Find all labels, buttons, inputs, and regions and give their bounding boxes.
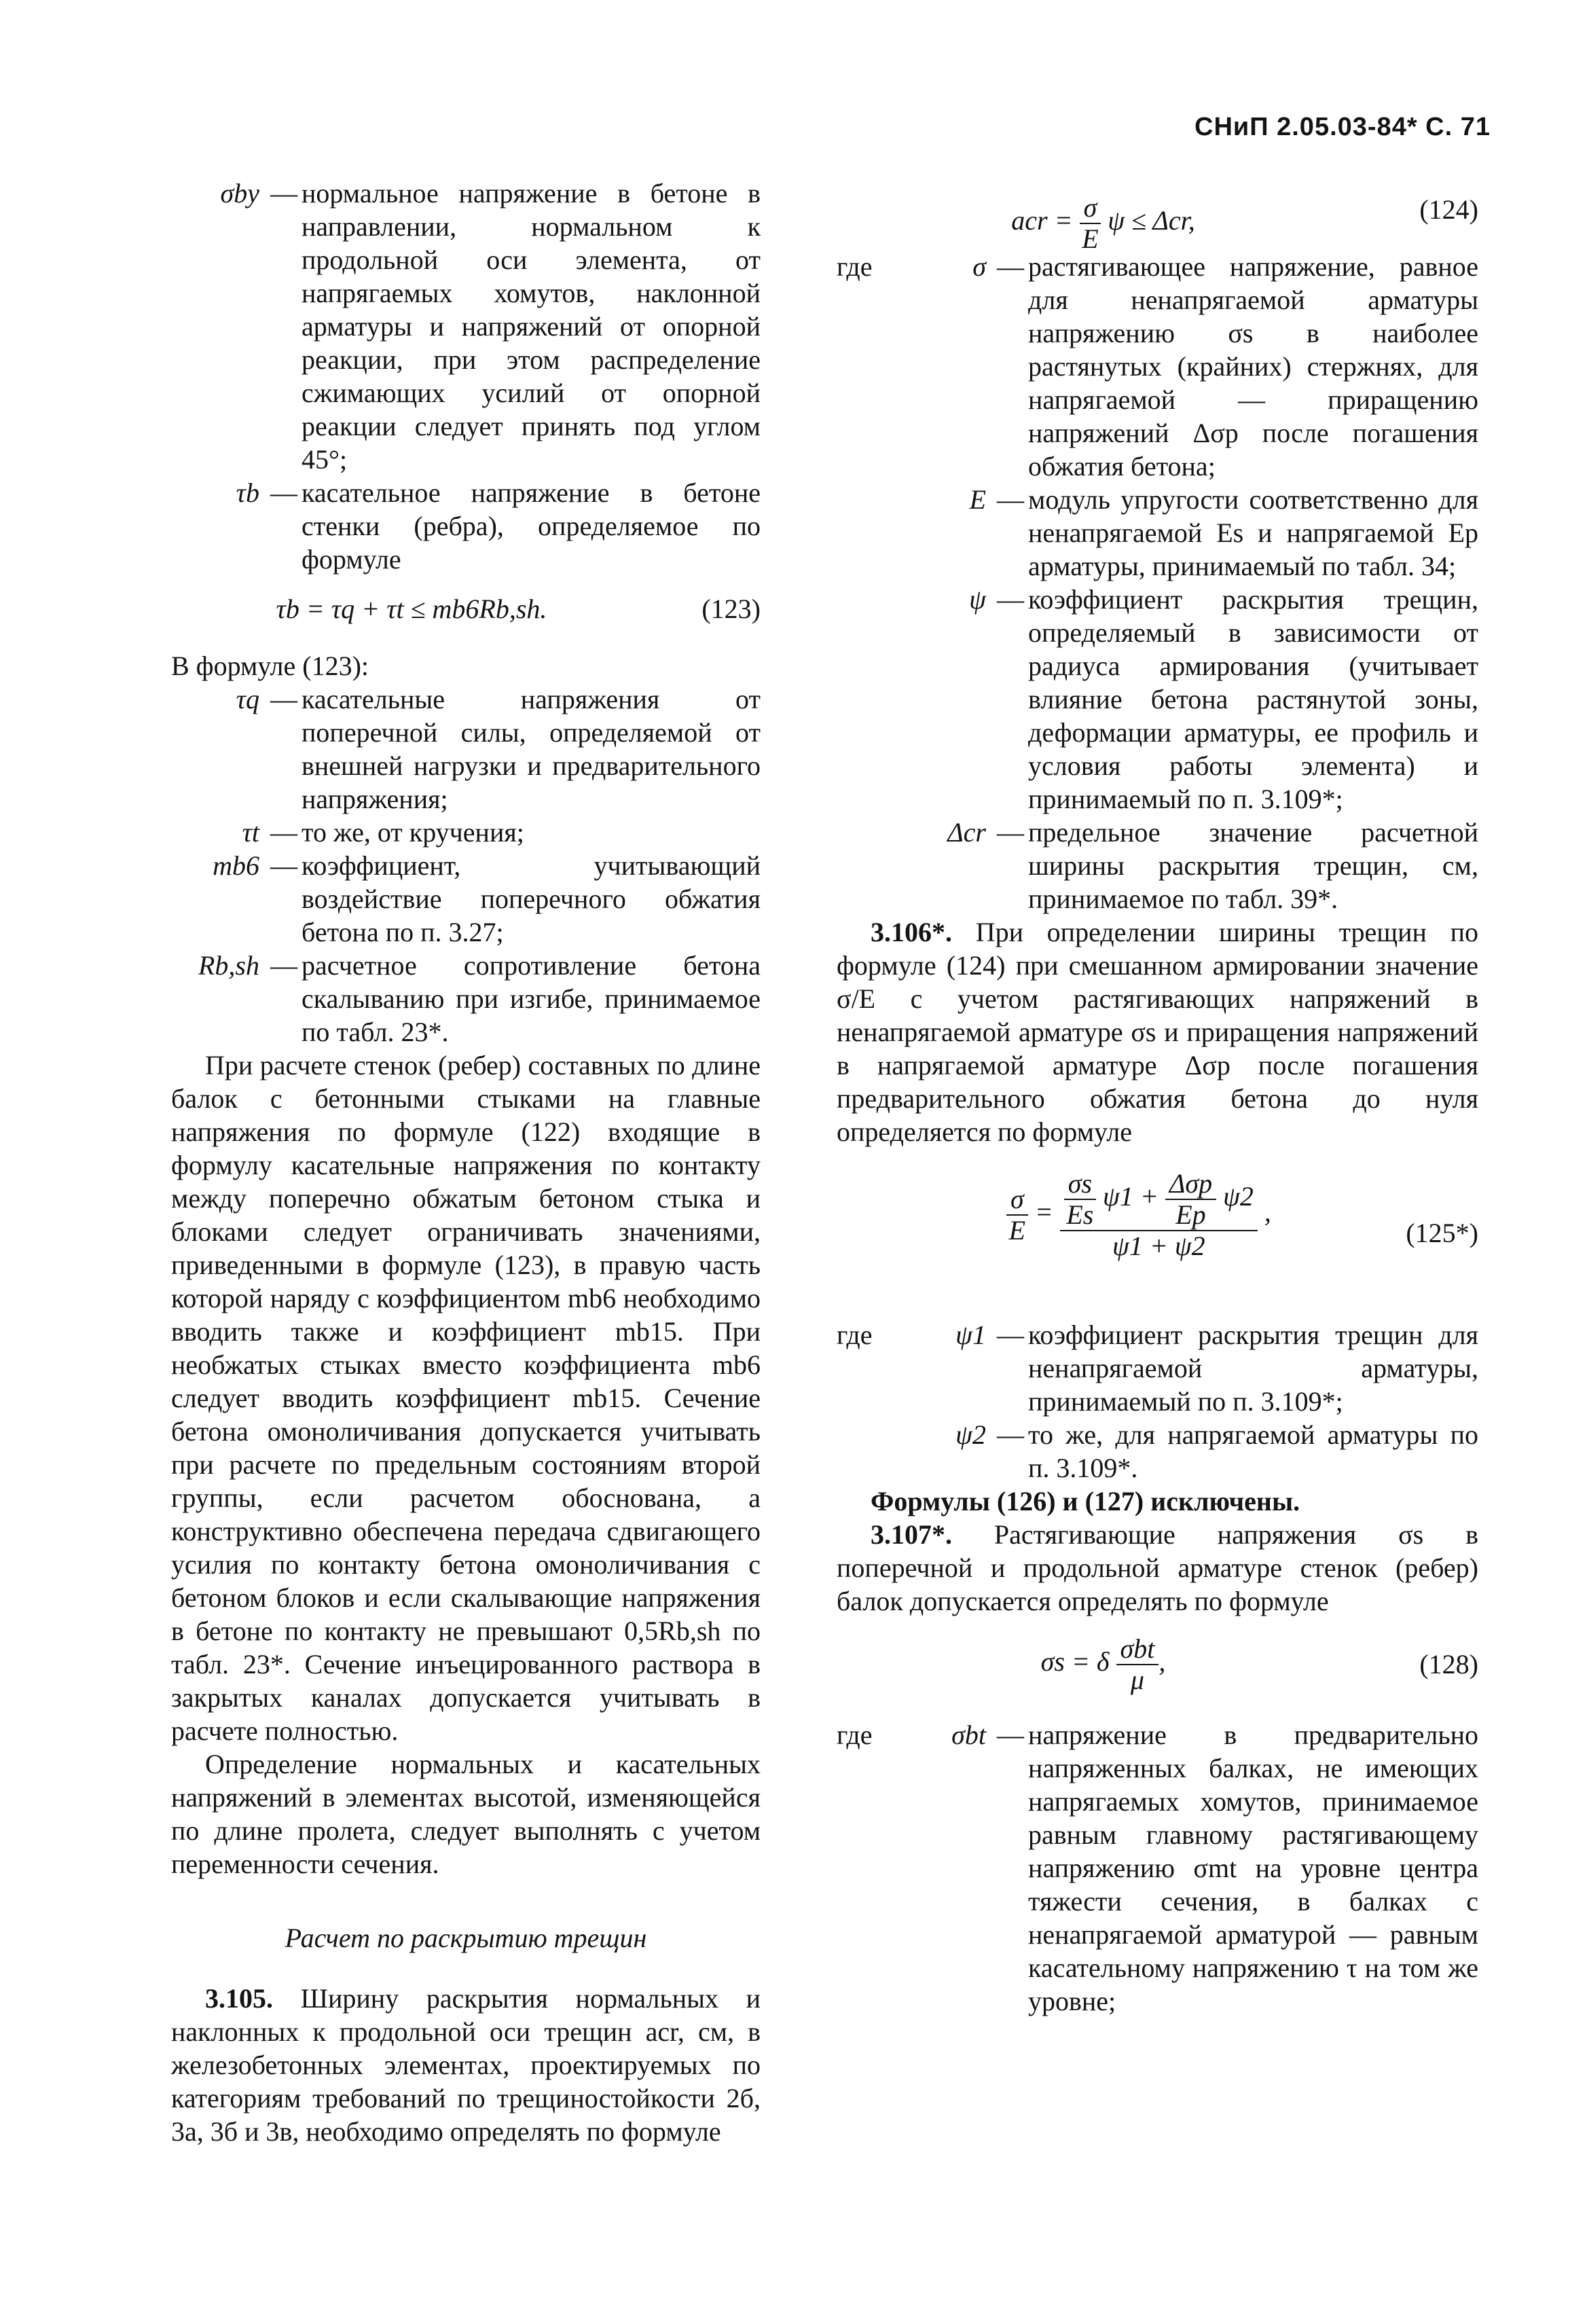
definition-text: касательные напряжения от поперечной силы, определяемой от внешней нагрузки и предварительного напряжения; — [302, 684, 761, 814]
definition-text: нормальное напряжение в бетоне в направлении, нормальном к продольной оси элемента, от напрягаемых хомутов, наклонной арматуры и напряжений от опорной реакции, при этом распределение сжимающих усилий от опорной реакции следует принять под углом 45°; — [302, 178, 761, 475]
denominator: Ep — [1175, 1199, 1206, 1230]
definition-text: предельное значение расчетной ширины раскрытия трещин, см, принимаемое по табл. 39*. — [1028, 817, 1478, 914]
paragraph-3-106 — [837, 915, 1478, 1148]
symbol: τt — [242, 817, 259, 848]
formula-lhs: acr = — [1011, 205, 1073, 236]
numerator: σ — [1006, 1184, 1028, 1216]
dash: — — [997, 1419, 1024, 1450]
symbol: ψ1 — [955, 1320, 986, 1350]
where-word: где — [837, 251, 873, 282]
definition-text: то же, от кручения; — [302, 817, 524, 848]
definition-delta-cr — [837, 816, 1478, 915]
definition-text: коэффициент, учитывающий воздействие поперечного обжатия бетона по п. 3.27; — [302, 850, 761, 947]
dash: — — [270, 178, 297, 208]
term-b — [1165, 1169, 1216, 1230]
symbol: σbt — [951, 1720, 986, 1750]
running-header: СНиП 2.05.03-84* С. 71 — [1194, 113, 1491, 141]
definition-m-b6 — [171, 849, 761, 949]
symbol-cell — [837, 1718, 993, 2018]
section-subheading: Расчет по раскрытию трещин — [285, 1923, 647, 1953]
symbol: Δcr — [947, 817, 986, 848]
symbol: τq — [236, 684, 259, 714]
definition-psi1 — [837, 1318, 1478, 1418]
clause-text: Растягивающие напряжения σs в поперечной и продольной арматуре стенок (ребер) балок допускается определять по формуле — [837, 1519, 1479, 1616]
psi1-term: ψ1 + — [1103, 1181, 1159, 1212]
right-column — [837, 177, 1478, 2018]
definition-tau-t — [171, 816, 761, 849]
formula-124 — [837, 192, 1478, 254]
symbol: Rb,sh — [198, 950, 259, 981]
denominator: Es — [1066, 1199, 1094, 1230]
formula-number: (125*) — [1406, 1218, 1478, 1248]
clause-text: Ширину раскрытия нормальных и наклонных к продольной оси трещин acr, см, в железобетонных элементах, проектируемых по категориям требований по трещиностойкости 2б, 3а, 3б и 3в, необходимо определять по формуле — [171, 1983, 761, 2147]
dash: — — [270, 950, 297, 981]
formula-expression — [837, 193, 1370, 254]
formula-lhs: σs = δ — [1040, 1646, 1110, 1677]
fraction — [1116, 1634, 1159, 1695]
dash: — — [270, 850, 297, 881]
definition-text: то же, для напрягаемой арматуры по п. 3.109*. — [1028, 1419, 1478, 1483]
formula-expression: τb = τq + τt ≤ mb6Rb,sh. — [276, 594, 547, 624]
formula-expression — [837, 1634, 1370, 1695]
formula-intro: В формуле (123): — [171, 651, 369, 681]
definition-text: напряжение в предварительно напряженных балках, не имеющих напрягаемых хомутов, принимаемое равным главному растягивающему напряжению σmt на уровне центра тяжести сечения, в балках с ненапрягаемой арматурой — равным касательному напряжению τ на том же уровне; — [1028, 1720, 1478, 2016]
formula-rhs: ψ ≤ Δcr, — [1108, 205, 1195, 236]
paragraph-variable-section: Определение нормальных и касательных напряжений в элементах высотой, изменяющейся по длине пролета, следует выполнять с учетом переменности сечения. — [171, 1749, 761, 1879]
lhs-fraction — [1006, 1184, 1028, 1246]
equals: = — [1034, 1197, 1060, 1228]
clause-number: 3.105. — [205, 1983, 273, 2014]
psi2-term: ψ2 — [1223, 1181, 1254, 1212]
dash: — — [997, 817, 1024, 848]
symbol-cell — [837, 1318, 993, 1418]
clause-number: 3.107*. — [871, 1519, 952, 1550]
where-word: где — [837, 1320, 873, 1350]
formula-number: (123) — [701, 594, 761, 624]
dash: — — [997, 584, 1024, 615]
formula-125 — [837, 1169, 1478, 1298]
definition-sigma-by — [171, 177, 761, 476]
definition-text: растягивающее напряжение, равное для ненапрягаемой арматуры напряжению σs в наиболее растянутых (крайних) стержнях, для напрягаемой — приращению напряжений Δσp после погашения обжатия бетона; — [1028, 251, 1478, 482]
dash: — — [997, 1720, 1024, 1750]
definition-text: касательное напряжение в бетоне стенки (ребра), определяемое по формуле — [302, 477, 761, 575]
term-a — [1064, 1169, 1096, 1230]
symbol: ψ — [969, 584, 986, 615]
excluded-formulas-note: Формулы (126) и (127) исключены. — [871, 1486, 1300, 1517]
formula-123 — [171, 592, 761, 633]
formula-number: (124) — [1419, 194, 1478, 225]
dash: — — [270, 684, 297, 714]
paragraph-3-107 — [837, 1518, 1478, 1618]
definition-text: коэффициент раскрытия трещин, определяемый в зависимости от радиуса армирования (учитывает влияние бетона растянутой зоны, деформации арматуры, ее профиль и условия работы элемента) и принимаемый по п. 3.109*; — [1028, 584, 1478, 814]
definition-text: расчетное сопротивление бетона скалыванию при изгибе, принимаемое по табл. 23*. — [302, 950, 761, 1047]
left-column — [171, 177, 761, 2148]
definition-tau-b — [171, 476, 761, 576]
definition-text: модуль упругости соответственно для ненапрягаемой Es и напрягаемой Ep арматуры, принимаемый по табл. 34; — [1028, 484, 1478, 581]
denominator: μ — [1130, 1665, 1144, 1695]
main-numerator — [1060, 1169, 1258, 1231]
formula-expression — [1006, 1169, 1271, 1261]
symbol: σ — [972, 251, 986, 282]
symbol: σby — [220, 178, 259, 208]
clause-text: При определении ширины трещин по формуле (124) при смешанном армировании значение σ/E с учетом растягивающих напряжений в ненапрягаемой арматуре σs и приращения напряжений в напрягаемой арматуре Δσp после погашения предварительного обжатия бетона до нуля определяется по формуле — [837, 917, 1479, 1147]
dash: — — [997, 251, 1024, 282]
formula-128 — [837, 1634, 1478, 1702]
paragraph-joints: При расчете стенок (ребер) составных по длине балок с бетонными стыками на главные напряжения по формуле (122) входящие в формулу касательные напряжения по контакту между поперечно обжатым бетоном стыка и блоками следует ограничивать значениями, приведенными в формуле (123), в правую часть которой наряду с коэффициентом mb6 необходимо вводить также и коэффициент mb15. При необжатых стыках вместо коэффициента mb6 следует вводить коэффициент mb15. Сечение бетона омоноличивания допускается учитывать при расчете по предельным состояниям второй группы, если расчетом обоснована, а конструктивно обеспечена передача сдвигающего усилия по контакту бетона омоноличивания с бетоном блоков и если скалывающие напряжения в бетоне по контакту не превышают 0,5Rb,sh по табл. 23*. Сечение инъецированного раствора в закрытых каналах допускается учитывать в расчете полностью. — [171, 1050, 761, 1746]
denominator: E — [1008, 1215, 1026, 1246]
symbol: ψ2 — [955, 1419, 986, 1450]
definition-sigma — [837, 250, 1478, 483]
paragraph-3-105 — [171, 1982, 761, 2148]
symbol: E — [969, 484, 986, 515]
dash: — — [997, 1320, 1024, 1350]
numerator: σs — [1064, 1169, 1096, 1200]
dash: — — [270, 817, 297, 848]
definition-psi — [837, 583, 1478, 816]
definition-tau-q — [171, 683, 761, 816]
symbol-cell — [837, 250, 993, 483]
clause-number: 3.106*. — [871, 917, 952, 947]
symbol: τb — [236, 477, 259, 508]
comma: , — [1159, 1646, 1166, 1677]
numerator: σ — [1080, 193, 1101, 224]
where-word: где — [837, 1720, 873, 1750]
formula-number: (128) — [1419, 1649, 1478, 1680]
main-fraction — [1060, 1169, 1258, 1261]
denominator: E — [1082, 223, 1099, 254]
numerator: σbt — [1116, 1634, 1159, 1665]
fraction — [1080, 193, 1101, 254]
symbol: mb6 — [213, 850, 259, 881]
dash: — — [997, 484, 1024, 515]
numerator: Δσp — [1165, 1169, 1216, 1200]
definition-E — [837, 483, 1478, 583]
definition-r-bsh — [171, 949, 761, 1049]
dash: — — [270, 477, 297, 508]
definition-sigma-bt — [837, 1718, 1478, 2018]
main-denominator: ψ1 + ψ2 — [1112, 1231, 1205, 1261]
definition-psi2 — [837, 1418, 1478, 1485]
comma: , — [1264, 1197, 1271, 1228]
definition-text: коэффициент раскрытия трещин для ненапрягаемой арматуры, принимаемый по п. 3.109*; — [1028, 1320, 1478, 1417]
